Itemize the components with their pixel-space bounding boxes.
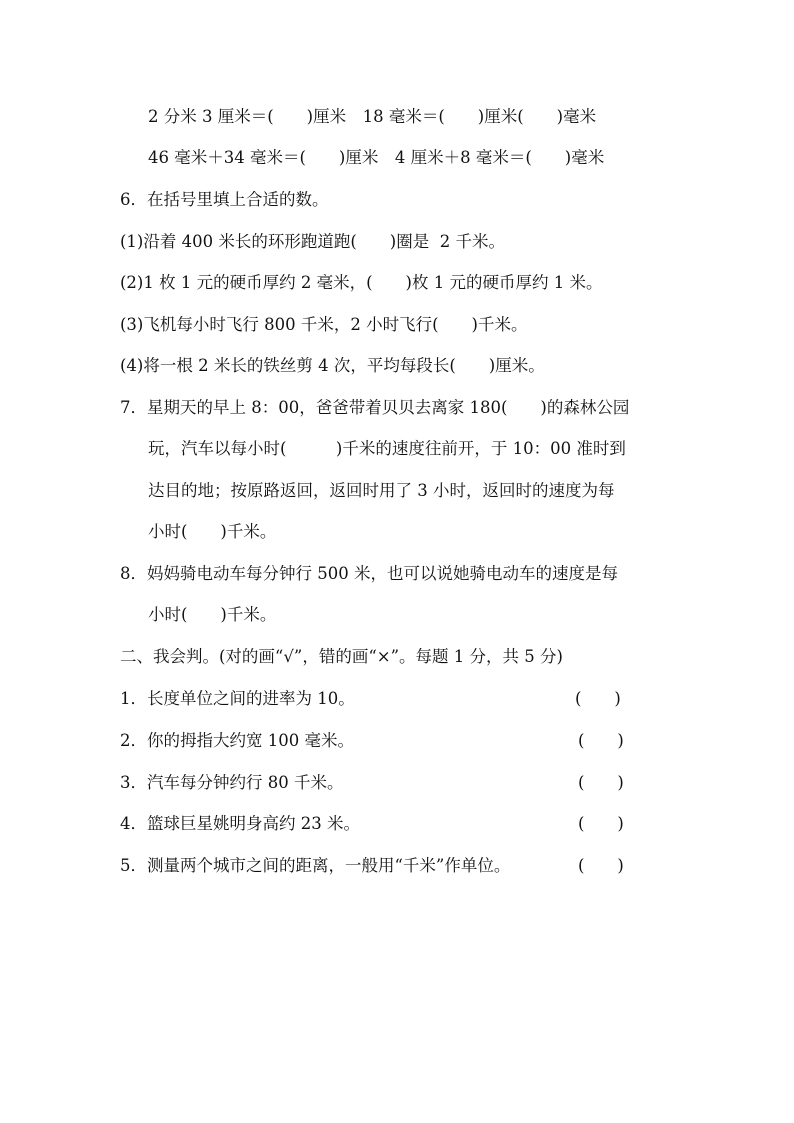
judge-item-2: [120, 729, 640, 753]
judge-item-text: 4．篮球巨星姚明身高约 23 米。: [120, 814, 360, 833]
q7-line-2: 玩，汽车以每小时( )千米的速度往前开，于 10：00 准时到: [148, 439, 626, 458]
judge-item-text: 1．长度单位之间的进率为 10。: [120, 689, 355, 708]
q6-item-3: (3)飞机每小时飞行 800 千米，2 小时飞行( )千米。: [120, 315, 528, 334]
judge-item-5: [120, 854, 640, 878]
judge-item-text: 3．汽车每分钟约行 80 千米。: [120, 773, 344, 792]
q5-line-1: 2 分米 3 厘米＝( )厘米 18 毫米＝( )厘米( )毫米: [148, 107, 597, 126]
judge-item-text: 5．测量两个城市之间的距离，一般用“千米”作单位。: [120, 856, 511, 875]
q8-line-1: 8．妈妈骑电动车每分钟行 500 米，也可以说她骑电动车的速度是每: [120, 564, 618, 583]
judge-item-answer-blank: ( ): [575, 689, 621, 708]
judge-item-3: [120, 771, 640, 795]
judge-item-4: [120, 812, 640, 836]
q6-item-1: (1)沿着 400 米长的环形跑道跑( )圈是 2 千米。: [120, 232, 505, 251]
q7-line-4: 小时( )千米。: [148, 522, 277, 541]
judge-item-answer-blank: ( ): [578, 731, 624, 750]
q5-line-2: 46 毫米＋34 毫米＝( )厘米 4 厘米＋8 毫米＝( )毫米: [148, 148, 605, 167]
q7-line-1: 7．星期天的早上 8：00，爸爸带着贝贝去离家 180( )的森林公园: [120, 398, 630, 417]
judge-item-1: [120, 687, 640, 711]
q6-item-2: (2)1 枚 1 元的硬币厚约 2 毫米，( )枚 1 元的硬币厚约 1 米。: [120, 273, 603, 292]
q8-line-2: 小时( )千米。: [148, 605, 277, 624]
q6-item-4: (4)将一根 2 米长的铁丝剪 4 次，平均每段长( )厘米。: [120, 356, 545, 375]
q7-line-3: 达目的地；按原路返回，返回时用了 3 小时，返回时的速度为每: [148, 481, 615, 500]
judge-item-text: 2．你的拇指大约宽 100 毫米。: [120, 731, 354, 750]
judge-item-answer-blank: ( ): [578, 773, 624, 792]
q6-title: 6．在括号里填上合适的数。: [120, 190, 329, 209]
judge-item-answer-blank: ( ): [578, 856, 624, 875]
judge-item-answer-blank: ( ): [578, 814, 624, 833]
section-two-title: 二、我会判。(对的画“√”，错的画“×”。每题 1 分，共 5 分): [120, 647, 563, 666]
